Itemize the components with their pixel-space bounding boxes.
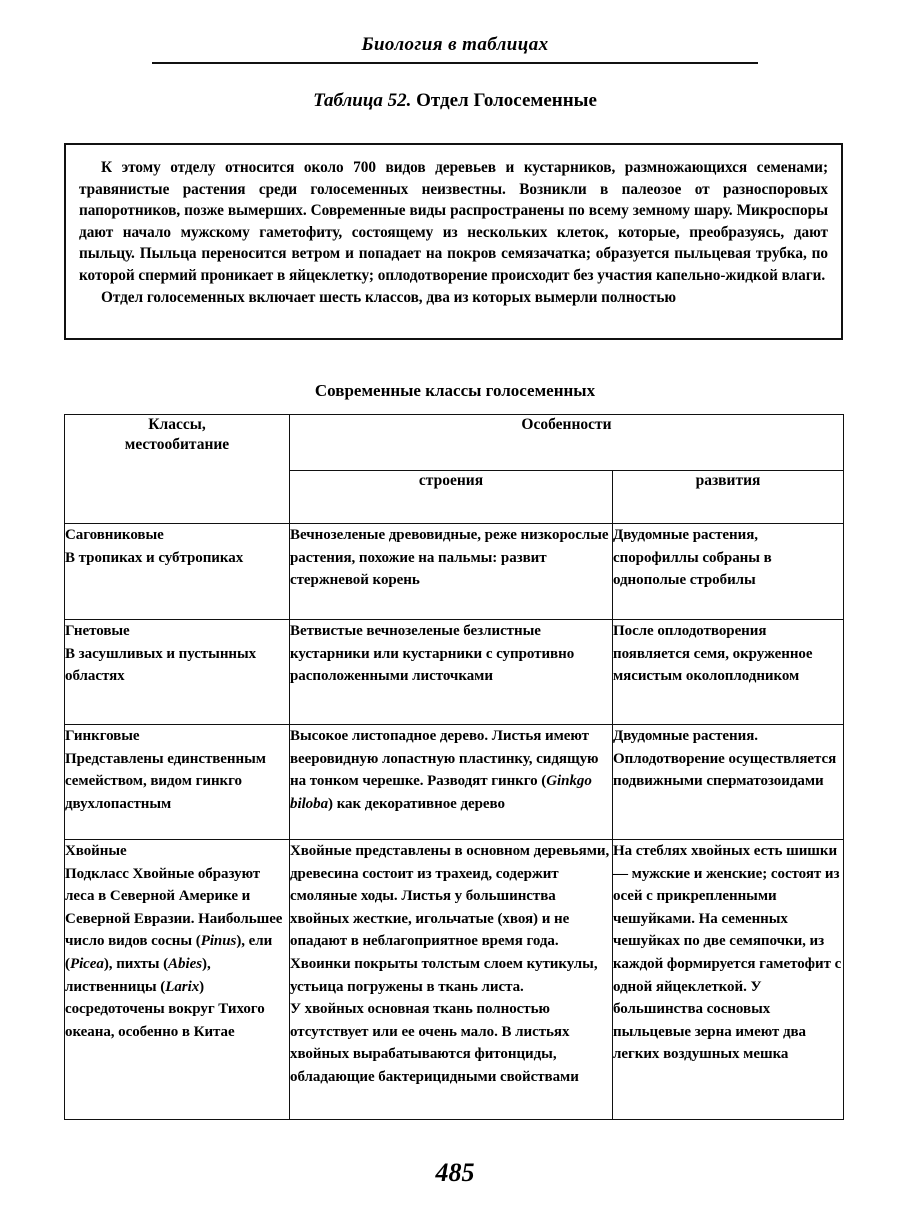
class-habitat-3: Подкласс Хвойные образуют леса в Северной Америке и Северной Евразии. Наибольшее число видов сосны (Pinus), ели (Picea), пихты (Abies), лиственницы (Larix) сосредоточены вокруг Тихого океана, особенно в Китае: [65, 865, 283, 1040]
cell-class-2: [65, 725, 290, 840]
class-habitat-0: В тропиках и субтропиках: [65, 549, 244, 566]
class-name-1: Гнетовые: [65, 623, 130, 639]
classes-table: [64, 414, 844, 1120]
cell-class-0: [65, 524, 290, 620]
cell-development-2: Двудомные растения. Оплодотворение осуществляется подвижными сперматозоидами: [613, 725, 844, 840]
cell-class-3: [65, 840, 290, 1120]
cell-structure-0: Вечнозеленые древовидные, реже низкорослые растения, похожие на пальмы: развит стержневой корень: [290, 524, 613, 620]
table-row: [65, 840, 844, 1120]
page-number: 485: [435, 1158, 475, 1187]
cell-development-3: На стеблях хвойных есть шишки — мужские и женские; состоят из осей с прикрепленными чешуйками. На семенных чешуйках по две семяпочки, из каждой формируется гаметофит с одной яйцеклеткой. У большинства сосновых пыльцевые зерна имеют два легких воздушных мешка: [613, 840, 844, 1120]
page-title: [0, 90, 910, 112]
header-structure: строения: [290, 470, 613, 523]
header-development: развития: [613, 470, 844, 523]
header-classes-habitat: [65, 415, 290, 524]
sub-caption: Современные классы голосеменных: [314, 381, 596, 400]
cell-structure-2: Высокое листопадное дерево. Листья имеют вееровидную лопастную пластинку, сидящую на тонком черешке. Разводят гинкго (Ginkgo biloba) как декоративное дерево: [290, 725, 613, 840]
intro-paragraph-1: К этому отделу относится около 700 видов деревьев и кустарников, размножающихся семенами; травянистые растения среди голосеменных неизвестны. Возникли в палеозое от разноспоровых папоротников, позже вымерших. Современные виды распространены по всему земному шару. Микроспоры дают начало мужскому гаметофиту, состоящему из нескольких клеток, которые, преобразуясь, дают пыльцу. Пыльца переносится ветром и попадает на покров семязачатка; образуется пыльцевая трубка, по которой спермий проникает в яйцеклетку; оплодотворение происходит без участия капельно-жидкой влаги.: [79, 159, 828, 284]
header-features: Особенности: [290, 415, 844, 471]
class-habitat-1: В засушливых и пустынных областях: [65, 645, 257, 685]
cell-class-1: [65, 620, 290, 725]
table-row: [65, 524, 844, 620]
class-name-3: Хвойные: [65, 843, 127, 859]
table-row: [65, 620, 844, 725]
table-name: Отдел Голосеменные: [416, 90, 597, 111]
intro-text-box: [64, 143, 843, 340]
header-classes-line1: Классы,: [148, 416, 206, 433]
header-classes-line2: местообитание: [124, 436, 230, 453]
table-row: [65, 725, 844, 840]
class-name-2: Гинкговые: [65, 728, 140, 744]
class-habitat-2: Представлены единственным семейством, видом гинкго двухлопастным: [65, 750, 266, 812]
cell-development-1: После оплодотворения появляется семя, окруженное мясистым околоплодником: [613, 620, 844, 725]
running-head-rule: [152, 62, 758, 64]
running-head: Биология в таблицах: [361, 34, 549, 55]
table-header-row-1: [65, 415, 844, 471]
cell-structure-1: Ветвистые вечнозеленые безлистные кустарники или кустарники с супротивно расположенными листочками: [290, 620, 613, 725]
cell-structure-3-part2: У хвойных основная ткань полностью отсутствует или ее очень мало. В листьях хвойных вырабатываются фитонциды, обладающие бактерицидными свойствами: [290, 1001, 579, 1085]
classes-table-wrapper: [64, 414, 843, 1120]
cell-structure-3-part1: Хвойные представлены в основном деревьями, древесина состоит из трахеид, содержит смоляные ходы. Листья у большинства хвойных жесткие, игольчатые (хвоя) и не опадают в неблагоприятное время года. Хвоинки покрыты толстым слоем кутикулы, устьица погружены в ткань листа.: [290, 843, 610, 995]
table-number: Таблица 52.: [313, 90, 412, 111]
cell-structure-3: [290, 840, 613, 1120]
intro-paragraph-2: Отдел голосеменных включает шесть классов, два из которых вымерли полностью: [101, 288, 677, 306]
class-name-0: Саговниковые: [65, 527, 164, 543]
cell-development-0: Двудомные растения, спорофиллы собраны в однополые стробилы: [613, 524, 844, 620]
